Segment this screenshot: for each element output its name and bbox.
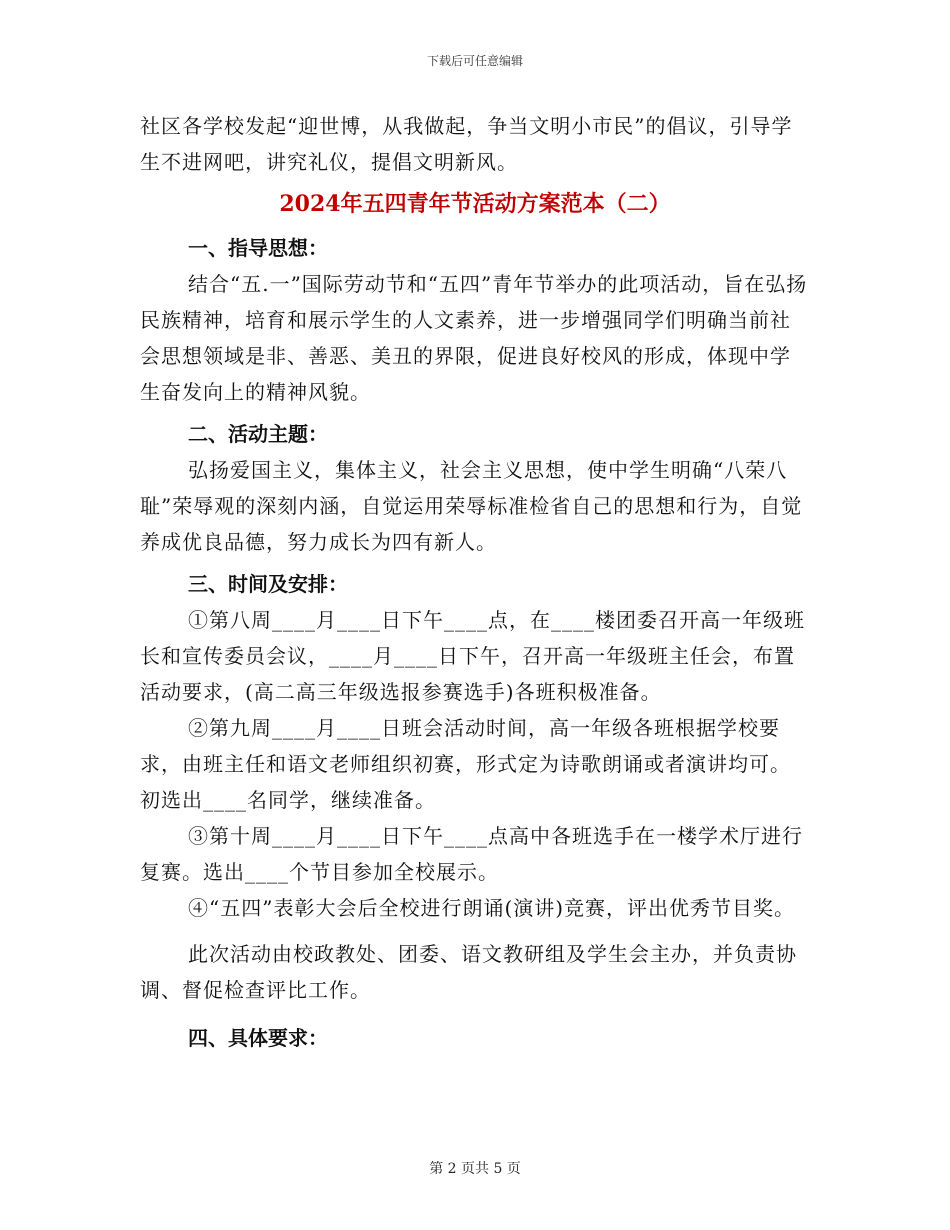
section-heading: 二、活动主题： [188,422,328,446]
section-activity-theme [140,416,810,560]
section-schedule [140,566,810,1008]
organizer-paragraph: 此次活动由校政教处、团委、语文教研组及学生会主办，并负责协调、督促检查评比工作。 [140,942,797,1002]
section-heading: 一、指导思想： [188,236,328,260]
schedule-item-week-10: ③第十周____月____日下午____点高中各班选手在一楼学术厅进行复赛。选出____个节目参加全校展示。 [140,824,803,884]
schedule-item-may-fourth: ④“五四”表彰大会后全校进行朗诵(演讲)竞赛，评出优秀节目奖。 [188,896,796,920]
schedule-item-week-8: ①第八周____月____日下午____点，在____楼团委召开高一年级班长和宣传委员会议，____月____日下午，召开高一年级班主任会，布置活动要求，(高二高三年级选报参赛选手)各班积极准备。 [140,608,805,704]
section-paragraph: 结合“五.一”国际劳动节和“五四”青年节举办的此项活动，旨在弘扬民族精神，培育和展示学生的人文素养，进一步增强同学们明确当前社会思想领域是非、善恶、美丑的界限，促进良好校风的形成，体现中学生奋发向上的精神风貌。 [140,272,808,404]
schedule-item-week-9: ②第九周____月____日班会活动时间，高一年级各班根据学校要求，由班主任和语文老师组织初赛，形式定为诗歌朗诵或者演讲均可。初选出____名同学，继续准备。 [140,716,791,812]
section-guiding-ideology [140,230,810,410]
section-heading: 三、时间及安排： [188,572,348,596]
header-note: 下载后可任意编辑 [426,54,523,68]
section-paragraph: 弘扬爱国主义，集体主义，社会主义思想，使中学生明确“八荣八耻”荣辱观的深刻内涵，自觉运用荣辱标准检省自己的思想和行为，自觉养成优良品德，努力成长为四有新人。 [140,458,803,554]
page-number-footer: 第 2 页共 5 页 [429,1161,521,1177]
section-heading: 四、具体要求： [188,1026,328,1050]
document-title: 2024年五四青年节活动方案范本（二） [279,191,671,217]
intro-paragraph: 社区各学校发起“迎世博，从我做起，争当文明小市民”的倡议，引导学生不进网吧，讲究礼仪，提倡文明新风。 [140,114,793,174]
section-requirements [140,1020,810,1056]
document-body [140,108,810,1056]
